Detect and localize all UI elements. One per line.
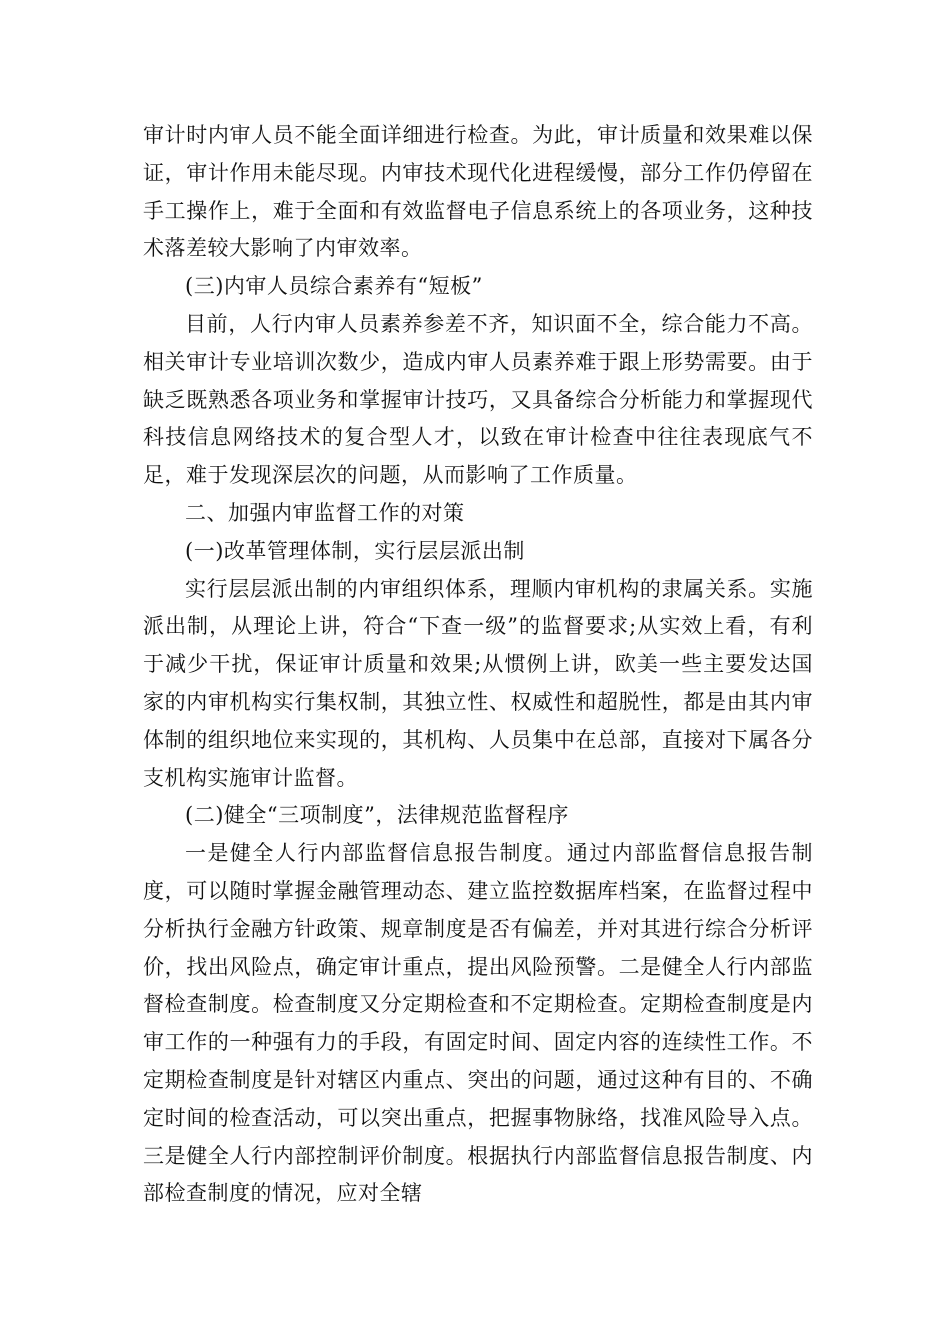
- section-heading-2: (二)健全“三项制度”，法律规范监督程序: [185, 803, 569, 828]
- document-body: [143, 117, 813, 1213]
- paragraph-dispatch-system: 实行层层派出制的内审组织体系，理顺内审机构的隶属关系。实施派出制，从理论上讲，符合“下查一级”的监督要求;从实效上看，有利于减少干扰，保证审计质量和效果;从惯例上讲，欧美一些主要发达国家的内审机构实行集权制，其独立性、权威性和超脱性，都是由其内审体制的组织地位来实现的，其机构、人员集中在总部，直接对下属各分支机构实施审计监督。: [143, 576, 813, 790]
- paragraph-audit-limitations: 审计时内审人员不能全面详细进行检查。为此，审计质量和效果难以保证，审计作用未能尽现。内审技术现代化进程缓慢，部分工作仍停留在手工操作上，难于全面和有效监督电子信息系统上的各项业务，这种技术落差较大影响了内审效率。: [143, 123, 813, 261]
- section-heading-1: (一)改革管理体制，实行层层派出制: [185, 538, 525, 563]
- paragraph-three-systems: 一是健全人行内部监督信息报告制度。通过内部监督信息报告制度，可以随时掌握金融管理动态、建立监控数据库档案，在监督过程中分析执行金融方针政策、规章制度是否有偏差，并对其进行综合分析评价，找出风险点，确定审计重点，提出风险预警。二是健全人行内部监督检查制度。检查制度又分定期检查和不定期检查。定期检查制度是内审工作的一种强有力的手段，有固定时间、固定内容的连续性工作。不定期检查制度是针对辖区内重点、突出的问题，通过这种有目的、不确定时间的检查活动，可以突出重点，把握事物脉络，找准风险导入点。三是健全人行内部控制评价制度。根据执行内部监督信息报告制度、内部检查制度的情况，应对全辖: [143, 841, 813, 1206]
- section-heading-3: (三)内审人员综合素养有“短板”: [185, 274, 483, 299]
- chapter-heading-2: 二、加强内审监督工作的对策: [185, 500, 465, 525]
- paragraph-staff-quality: 目前，人行内审人员素养参差不齐，知识面不全，综合能力不高。相关审计专业培训次数少，造成内审人员素养难于跟上形势需要。由于缺乏既熟悉各项业务和掌握审计技巧，又具备综合分析能力和掌握现代科技信息网络技术的复合型人才，以致在审计检查中往往表现底气不足，难于发现深层次的问题，从而影响了工作质量。: [143, 311, 813, 488]
